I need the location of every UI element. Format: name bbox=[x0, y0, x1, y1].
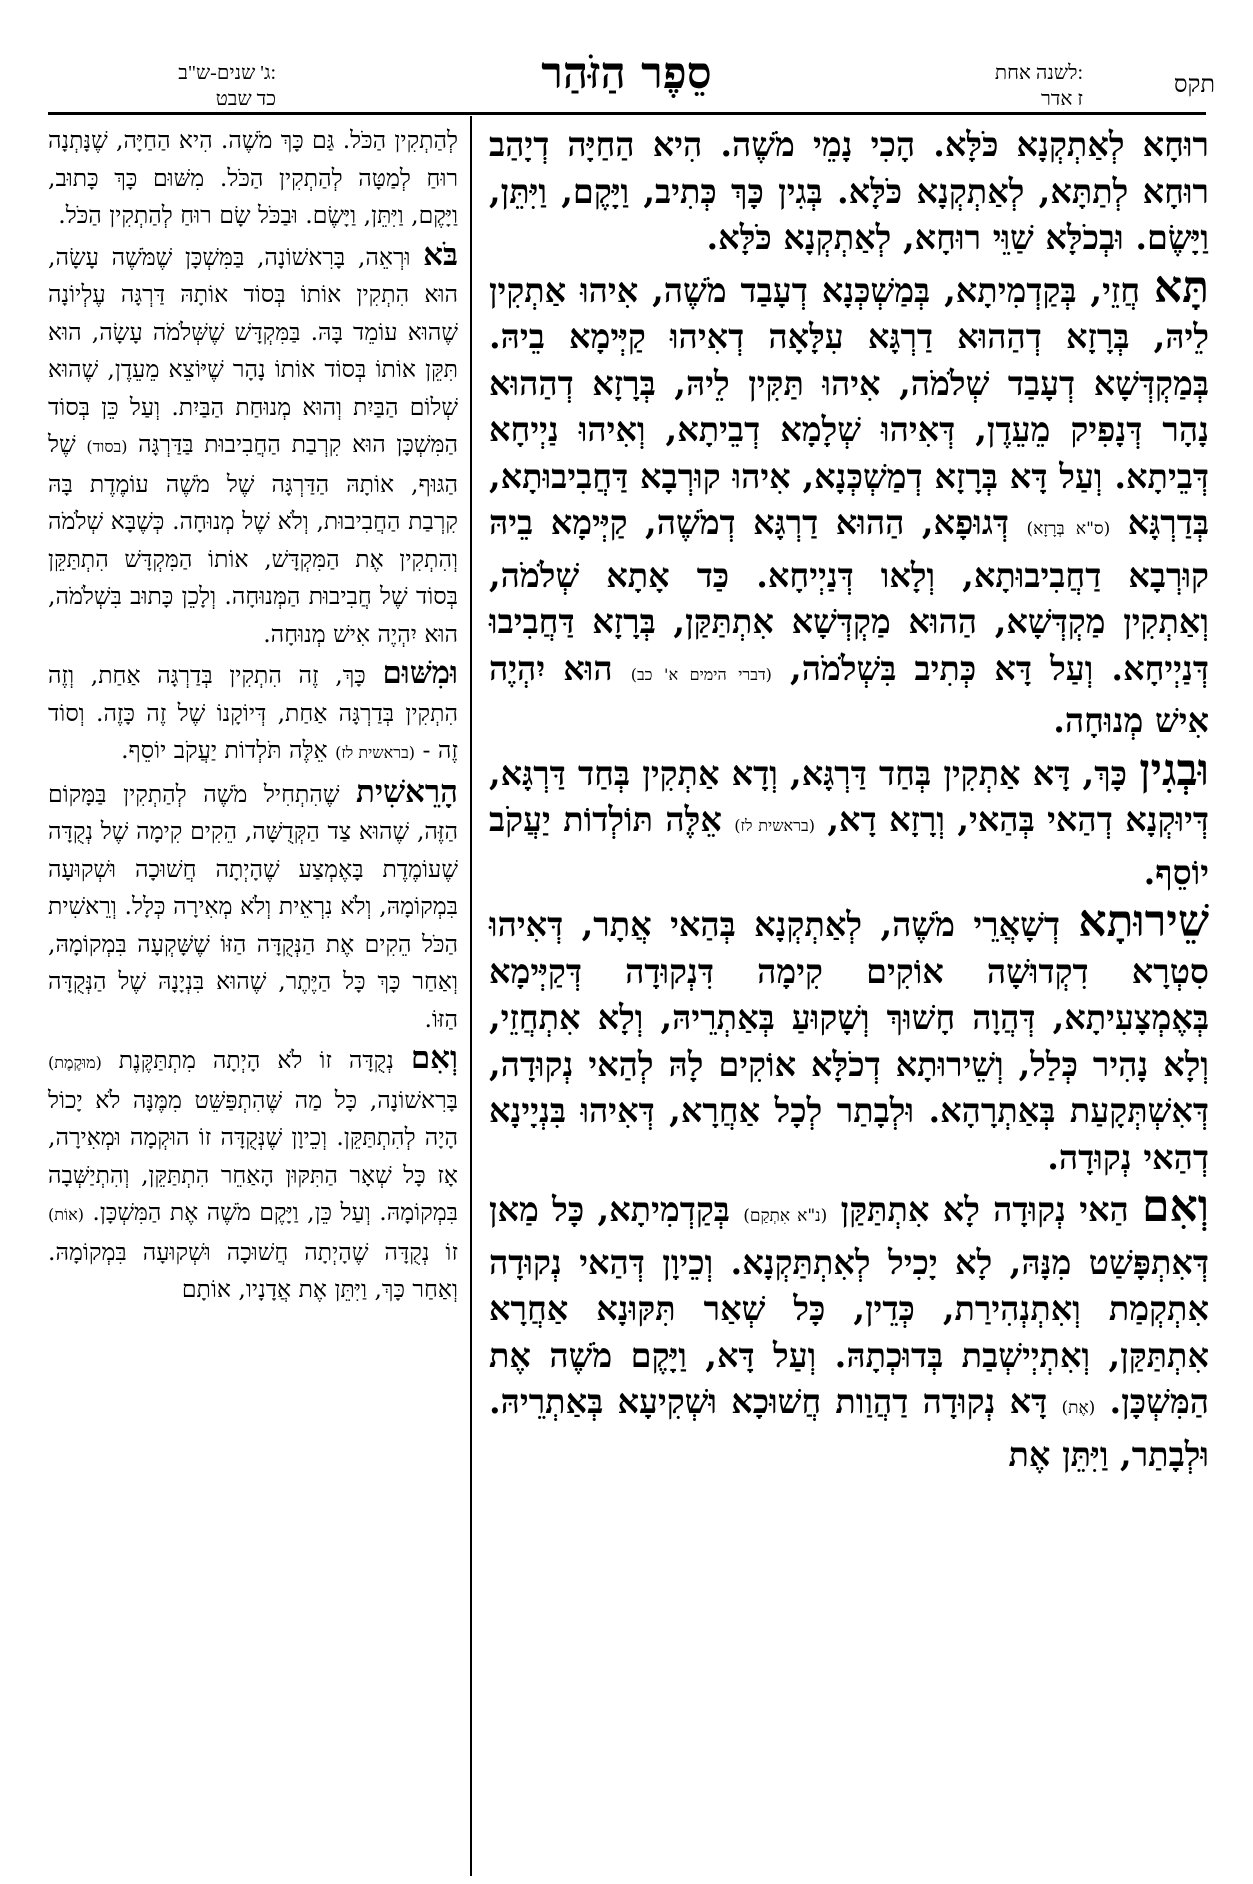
aramaic-paragraph-5 bbox=[489, 1181, 1209, 1478]
variant-note: (נ"א אִתְקַם) bbox=[743, 1206, 828, 1226]
aramaic-paragraph-1: רוּחָא לְאַתְקְנָא כֹּלָּא. הָכִי נָמֵי מֹשֶׁה. הִיא הַחַיָּה דְיָהַב רוּחָא לְתַתָּא, לְאַתְקְנָא כֹּלָּא. בְּגִין כָּךְ כְּתִיב, וַיָּקֶם, וַיִּתֵּן, וַיָּשֶׂם. וּבְכֹלָּא שַׁוֵּי רוּחָא, לְאַתְקְנָא כֹּלָּא. bbox=[489, 125, 1209, 257]
hebrew-paragraph-1: לְהַתְקִין הַכֹּל. גַּם כָּךְ מֹשֶׁה. הִיא הַחַיָּה, שֶׁנָּתְנָה רוּחַ לְמַטָּה לְהַתְקִין הַכֹּל. מִשּׁוּם כָּךְ כָּתוּב, וַיָּקֶם, וַיִּתֵּן, וַיָּשֶׂם. וּבַכֹּל שָׂם רוּחַ לְהַתְקִין הַכֹּל. bbox=[48, 126, 458, 229]
paragraph-text: כָּךְ, זֶה הִתְקִין בְּדַרְגָּה אַחַת, וְזֶה הִתְקִין בְּדַרְגָּה אַחַת, דְּיוֹקָנוֹ שֶׁל זֶה כָּזֶה. וְסוֹד זֶה - bbox=[48, 661, 458, 764]
paragraph-lead-word: וְאִם bbox=[1142, 1181, 1209, 1232]
paragraph-lead-word: הָרֵאשִׁית bbox=[356, 773, 458, 810]
verse-reference: (בראשית לז) bbox=[734, 816, 815, 835]
aramaic-paragraph-3 bbox=[489, 744, 1210, 897]
verse-quote: הוּא יִהְיֶה אִישׁ מְנוּחָה. bbox=[489, 648, 1209, 740]
paragraph-text: חֲזֵי, בְּקַדְמִיתָא, בְּמַשְׁכְּנָא דְעָבַד מֹשֶׁה, אִיהוּ אַתְקִין לֵיהּ, בְּרָזָא דְהַהוּא דַרְגָּא עִלָּאָה דְאִיהוּ קַיְּימָא בֵיהּ. בְּמַקְדְּשָׁא דְעָבַד שְׁלֹמֹה, אִיהוּ תַּקִּין לֵיהּ, בְּרָזָא דְהַהוּא נָהָר דְּנָפִיק מֵעֵדֶן, דְּאִיהוּ שְׁלָמָא דְבֵיתָא, וְאִיהוּ נַיְיחָא דְּבֵיתָא. וְעַל דָּא בְּרָזָא דְמַשְׁכְּנָא, אִיהוּ קוּרְבָא דַּחֲבִיבוּתָא, בְּדַרְגָּא bbox=[489, 270, 1209, 542]
variant-note: (מוּקֶמֶת) bbox=[48, 1053, 102, 1072]
paragraph-text: בְּקַדְמִיתָא, כָּל מַאן דְּאִתְפָּשַׁט מִנָּהּ, לָא יָכִיל לְאִתְתַּקְנָא. וְכֵיוָן דְּהַאי נְקוּדָה אִתְקְמַת וְאִתְנְהִירַת, כְּדֵין, כָּל שְׁאַר תִּקּוּנָא אַחֲרָא אִתְתַּקַּן, וְאִתְיְישְׁבַת בְּדוּכְתָהּ. וְעַל דָּא, וַיָּקֶם מֹשֶׁה אֶת הַמִּשְׁכָּן. bbox=[489, 1190, 1209, 1421]
verse-quote: אֵלֶּה תּוֹלְדוֹת יַעֲקֹב יוֹסֵף. bbox=[489, 800, 1209, 892]
variant-note: (אוֹת) bbox=[48, 1205, 84, 1224]
hebrew-paragraph-4 bbox=[48, 774, 458, 1039]
paragraph-text: כָּךְ, דָּא אַתְקִין בְּחַד דַּרְגָּא, וְדָא אַתְקִין בְּחַד דַּרְגָּא, דְּיוּקְנָא דְהַאי בְּהַאי, וְרָזָא דָא, bbox=[489, 753, 1210, 839]
aramaic-paragraph-2 bbox=[489, 261, 1210, 745]
paragraph-text: נְקֻדָּה זוֹ לֹא הָיְתָה מִתְתַּקֶּנֶת bbox=[101, 1046, 411, 1074]
paragraph-lead-word: בֹּא bbox=[423, 236, 458, 273]
hebrew-paragraph-2 bbox=[48, 237, 458, 654]
paragraph-lead-word: וְאִם bbox=[410, 1040, 458, 1076]
paragraph-lead-word: וּבְגִין bbox=[1139, 744, 1209, 796]
paragraph-text: דָּא נְקוּדָה דַהֲוַות חֲשׁוּכָא וּשְׁקִיעָא בְּאַתְרֵיהּ. וּלְבָתַר, וַיִּתֵּן אֶת bbox=[489, 1382, 1209, 1474]
verse-reference: (בראשית לז) bbox=[335, 743, 416, 762]
schedule-one-year-date: ז אדר bbox=[1040, 88, 1083, 110]
hebrew-paragraph-3 bbox=[48, 655, 458, 772]
variant-note: (בסוד) bbox=[86, 437, 128, 456]
paragraph-text: בָּרִאשׁוֹנָה, כָּל מַה שֶּׁהִתְפַּשֵּׁט מִמֶּנָּה לֹא יָכוֹל הָיָה לְהִתְתַּקֵּן. וְכֵיוָן שֶׁנְּקֻדָּה זוֹ הוּקְמָה וּמְאִירָה, אָז כָּל שְׁאָר הַתִּקּוּן הָאַחֵר הִתְתַּקֵּן, וְהִתְיַשְּׁבָה בִּמְקוֹמָהּ. וְעַל כֵּן, וַיָּקֶם מֹשֶׁה אֶת הַמִּשְׁכָּן. bbox=[48, 1085, 458, 1226]
column-divider bbox=[470, 116, 472, 1876]
paragraph-lead-word: וּמִשּׁוּם bbox=[382, 655, 458, 691]
header-divider bbox=[48, 112, 1206, 115]
schedule-three-years bbox=[96, 60, 276, 112]
paragraph-text: שֶׁהִתְחִיל מֹשֶׁה לְהַתְקִין בַּמָּקוֹם הַזֶּה, שֶׁהוּא צַד הַקְּדֻשָּׁה, הֵקִים קִימָה שֶׁל נְקֻדָּה שֶׁעוֹמֶדֶת בָּאֶמְצַע שֶׁהָיְתָה חֲשׁוּכָה וּשְׁקוּעָה בִּמְקוֹמָהּ, וְלֹא נִרְאֵית וְלֹא מְאִירָה כְּלָל. וְרֵאשִׁית הַכֹּל הֵקִים אֶת הַנְּקֻדָּה הַזּוֹ שֶׁשָּׁקְעָה בִּמְקוֹמָהּ, וְאַחַר כָּךְ כָּל הַיֶּתֶר, שֶׁהוּא בִּנְיָנָהּ שֶׁל הַנְּקֻדָּה הַזּוֹ. bbox=[48, 779, 458, 1033]
schedule-one-year-label: לשנה אחת: bbox=[994, 62, 1083, 84]
paragraph-text: דְּגוּפָא, הַהוּא דַרְגָּא דְמֹשֶׁה, קַיְּימָא בֵיהּ קוּרְבָא דַחֲבִיבוּתָא, וְלָאו דְּנַיְיחָא. כַּד אָתָא שְׁלֹמֹה, וְאַתְקִין מַקְדְּשָׁא, הַהוּא מַקְדְּשָׁא אִתְתַּקַּן, בְּרָזָא דַּחֲבִיבוּ דְּנַיְיחָא. וְעַל דָּא כְּתִיב בִּשְׁלֹמֹה, bbox=[489, 503, 1210, 688]
schedule-three-years-label: ג' שנים-ש"ב: bbox=[178, 62, 276, 84]
aramaic-paragraph-4 bbox=[489, 896, 1209, 1181]
verse-reference: (דברי הימים א' כב) bbox=[630, 664, 772, 684]
paragraph-lead-word: תָּא bbox=[1153, 261, 1209, 313]
page-title: סֵפֶר הַזֹּהַר bbox=[541, 48, 712, 99]
schedule-three-years-date: כד שבט bbox=[215, 88, 276, 110]
variant-note: (ס"א בְּרָזָא) bbox=[1026, 519, 1111, 539]
paragraph-text: שֶׁל הַגּוּף, אוֹתָהּ הַדַּרְגָּה שֶׁל מֹשֶׁה עוֹמֶדֶת בָּהּ קִרְבַת הַחֲבִיבוּת, וְלֹא שֶׁל מְנוּחָה. כְּשֶׁבָּא שְׁלֹמֹה וְהִתְקִין אֶת הַמִּקְדָּשׁ, אוֹתוֹ הַמִּקְדָּשׁ הִתְתַּקֵּן בְּסוֹד שֶׁל חֲבִיבוּת הַמְּנוּחָה. וְלָכֵן כָּתוּב בִּשְׁלֹמֹה, הוּא יִהְיֶה אִישׁ מְנוּחָה. bbox=[48, 430, 458, 648]
paragraph-text: זוֹ נְקֻדָּה שֶׁהָיְתָה חֲשׁוּכָה וּשְׁקוּעָה בִּמְקוֹמָהּ. וְאַחַר כָּךְ, וַיִּתֵּן אֶת אֲדָנָיו, אוֹתָם bbox=[48, 1237, 458, 1303]
paragraph-text: וּרְאֵה, בָּרִאשׁוֹנָה, בַּמִּשְׁכָּן שֶׁמֹּשֶׁה עָשָׂה, הוּא הִתְקִין אוֹתוֹ בְּסוֹד אוֹתָהּ דַּרְגָּה עֶלְיוֹנָה שֶׁהוּא עוֹמֵד בָּהּ. בַּמִּקְדָּשׁ שֶׁשְּׁלֹמֹה עָשָׂה, הוּא תִּקֵּן אוֹתוֹ בְּסוֹד אוֹתוֹ נָהָר שֶׁיּוֹצֵא מֵעֵדֶן, שֶׁהוּא שְׁלוֹם הַבַּיִת וְהוּא מְנוּחַת הַבַּיִת. וְעַל כֵּן בְּסוֹד הַמִּשְׁכָּן הוּא קִרְבַת הַחֲבִיבוּת בַּדַּרְגָּה bbox=[48, 242, 458, 458]
aramaic-column bbox=[489, 122, 1209, 1481]
paragraph-text: הַאי נְקוּדָה לָא אִתְתַּקַּן bbox=[827, 1190, 1143, 1229]
paragraph-text: דְשָׁאֲרֵי מֹשֶׁה, לְאַתְקְנָא בְּהַאי אֲתָר, דְּאִיהוּ סִטְרָא דִקְדוּשָׁה אוֹקִים קִימָה דִּנְקוּדָה דְּקַיְּימָא בְּאֶמְצָעִיתָא, דְּהֲוָה חָשׁוּךְ וְשָׁקוּעַ בְּאַתְרֵיהּ, וְלָא אִתְחֲזֵי, וְלָא נָהִיר כְּלַל, וְשֵׁירוּתָא דְכֹלָּא אוֹקִים לָהּ לְהַאי נְקוּדָה, דְּאִשְׁתְּקָעַת בְּאַתְרָהָא. וּלְבָתַר לְכָל אַחֲרָא, דְּאִיהוּ בִּנְיָינָא דְהַאי נְקוּדָה. bbox=[489, 905, 1209, 1177]
variant-note: (אֶת) bbox=[1061, 1398, 1096, 1418]
paragraph-lead-word: שֵׁירוּתָא bbox=[1078, 896, 1209, 947]
hebrew-column bbox=[48, 122, 458, 1311]
hebrew-paragraph-5 bbox=[48, 1040, 458, 1309]
page-number: תקס bbox=[1173, 72, 1215, 98]
verse-quote: אֵלֶּה תֹּלְדוֹת יַעֲקֹב יוֹסֵף. bbox=[121, 736, 336, 764]
